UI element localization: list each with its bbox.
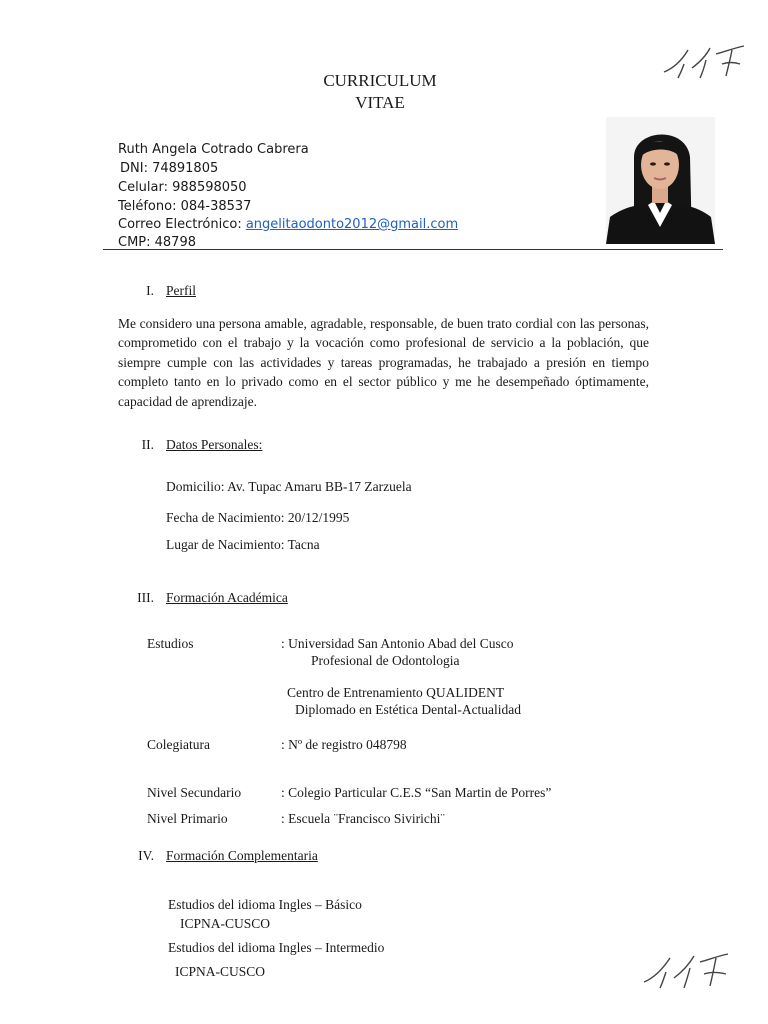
cv-title-line2: VITAE [355, 93, 405, 112]
centro-sub: Diplomado en Estética Dental-Actualidad [295, 702, 522, 717]
primario-value: : Escuela ¨Francisco Sivirichi¨ [281, 811, 445, 826]
signature-bottom-icon [640, 950, 735, 992]
signature-top-icon [660, 42, 750, 82]
fecha-nacimiento: Fecha de Nacimiento: 20/12/1995 [166, 510, 350, 525]
section-formacion [0, 590, 768, 610]
estudios-sub: Profesional de Odontologia [311, 653, 460, 668]
section-datos [0, 437, 768, 457]
section-number: I. [146, 283, 154, 298]
portrait-photo [606, 117, 715, 244]
section-label: Formación Académica [166, 590, 288, 605]
section-label: Formación Complementaria [166, 848, 318, 863]
secundario-label: Nivel Secundario [147, 785, 242, 800]
ingles-intermedio: Estudios del idioma Ingles – Intermedio [168, 940, 385, 955]
email-link[interactable]: angelitaodonto2012@gmail.com [245, 217, 459, 232]
ingles-basico: Estudios del idioma Ingles – Básico [168, 897, 362, 912]
dni: DNI: 74891805 [120, 161, 219, 176]
celular: Celular: 988598050 [118, 180, 247, 195]
applicant-name: Ruth Angela Cotrado Cabrera [118, 142, 309, 157]
icpna-2: ICPNA-CUSCO [175, 964, 266, 979]
correo-label: Correo Electrónico: [118, 217, 246, 232]
telefono: Teléfono: 084-38537 [118, 199, 252, 214]
correo-line [118, 215, 458, 234]
cv-title-line1: CURRICULUM [323, 71, 437, 90]
estudios-value: : Universidad San Antonio Abad del Cusco [281, 636, 514, 651]
estudios-label: Estudios [147, 636, 194, 651]
secundario-value: : Colegio Particular C.E.S “San Martin de Porres” [281, 785, 552, 800]
section-label: Datos Personales: [166, 437, 263, 452]
perfil-paragraph: Me considero una persona amable, agradable, responsable, de buen trato cordial con las personas, comprometido con el trabajo y la vocación como profesional de servicio a la población, que siempre cumple con las actividades y tareas programadas, he trabajado a presión en tiempo completo tanto en lo privado como en el sector público y me he desempeñado óptimamente, capacidad de aprendizaje. [118, 316, 649, 409]
section-complementaria [0, 848, 768, 868]
domicilio: Domicilio: Av. Tupac Amaru BB-17 Zarzuela [166, 479, 412, 494]
section-number: II. [141, 437, 154, 452]
lugar-nacimiento: Lugar de Nacimiento: Tacna [166, 537, 320, 552]
header-divider [103, 249, 723, 250]
section-label: Perfil [166, 283, 196, 298]
colegiatura-label: Colegiatura [147, 737, 210, 752]
icpna-1: ICPNA-CUSCO [180, 916, 271, 931]
centro: Centro de Entrenamiento QUALIDENT [287, 685, 505, 700]
cmp: CMP: 48798 [118, 235, 196, 250]
section-perfil [0, 283, 768, 303]
section-number: IV. [138, 848, 154, 863]
primario-label: Nivel Primario [147, 811, 228, 826]
section-number: III. [137, 590, 154, 605]
colegiatura-value: : Nº de registro 048798 [281, 737, 407, 752]
